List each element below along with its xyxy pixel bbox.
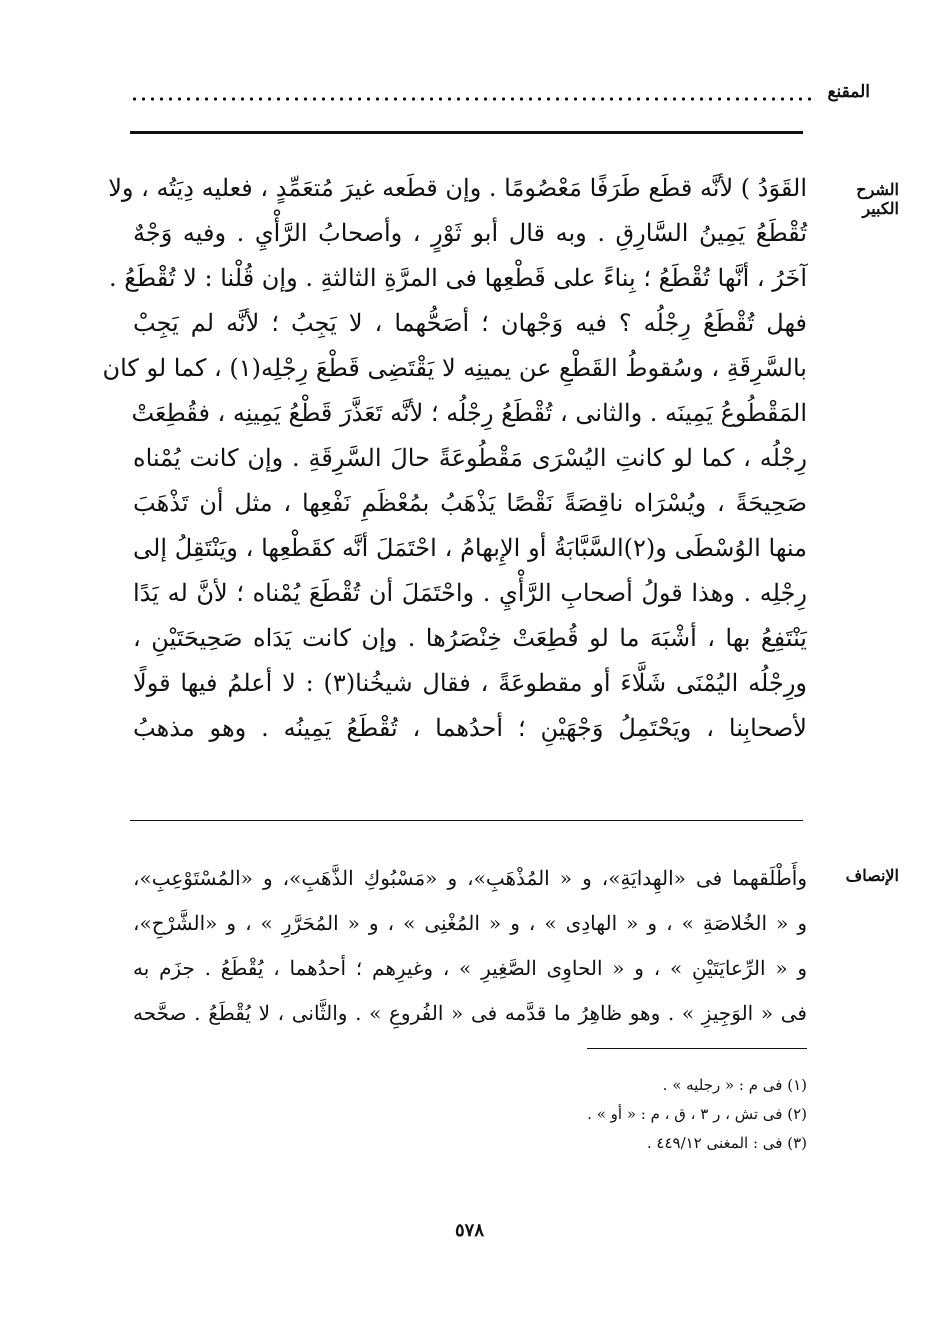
dotted-leader xyxy=(130,97,817,101)
header-rule xyxy=(130,131,803,134)
text-line: بالسَّرِقَةِ ، وسُقوطُ القَطْعِ عن يمينِه لا يَقْتَضِى قَطْعَ رِجْلِه(١) ، كما لو كان xyxy=(102,354,807,382)
text-line: تُقْطَعُ يَمِينُ السَّارِقِ . وبه قال أبو ثَوْرٍ ، وأصحابُ الرَّأْيِ . وفيه وَجْهٌ xyxy=(133,219,807,247)
text-line: يَنْتَفِعُ بها ، أشْبَهَ ما لو قُطِعَتْ خِنْصَرُها . وإن كانت يَدَاه صَحِيحَتَيْنِ ، xyxy=(133,624,807,652)
footnote: (٢) فى تش ، ر ٣ ، ق ، م : « أو » . xyxy=(587,1105,807,1123)
footnote: (١) فى م : « رجليه » . xyxy=(662,1076,807,1094)
insaf-label: الإنصاف xyxy=(845,866,899,885)
insaf-text xyxy=(133,856,807,1036)
text-line: ورِجْلُه اليُمْنَى شَلَّاءَ أو مقطوعَةً ، فقال شيخُنا(٣) : لا أعلمُ فيها قولًا xyxy=(133,669,808,697)
main-text xyxy=(102,166,808,751)
footnote-rule xyxy=(587,1048,807,1049)
insaf-line: و « الرِّعايَتَيْنِ » ، و « الحاوِى الصَّغِيرِ » ، وغيرِهم ؛ أحدُهما ، يُقْطَعُ . جزَم به xyxy=(133,956,807,980)
text-line: القَوَدُ ) لأنَّه قطَع طَرَفًا مَعْصُومًا . وإن قطَعه غيرَ مُتعَمِّدٍ ، فعليه دِيَتُه ، ولا xyxy=(108,174,807,202)
text-line: منها الوُسْطَى و(٢)السَّبَّابَةُ أو الإِبهامُ ، احْتَمَلَ أنَّه كقَطْعِها ، ويَنْتَقِلُ إلى xyxy=(133,534,807,562)
text-line: صَحِيحَةً ، ويُسْرَاه ناقِصَةً نَقْصًا يَذْهَبُ بمُعْظَمِ نَفْعِها ، مثل أن تَذْهَبَ xyxy=(133,489,807,517)
page-number: ٥٧٨ xyxy=(454,1220,484,1241)
sharh-label: الشرح الكبير xyxy=(856,180,899,218)
running-title: المقنع xyxy=(827,82,870,102)
insaf-line: وأَطْلَقهما فى «الهِدايَةِ»، و « المُذْهَبِ»، و «مَسْبُوكِ الذَّهَبِ»، و «المُسْتَوْعِبِ»، xyxy=(133,866,807,890)
text-line: رِجْلُه ، كما لو كانتِ اليُسْرَى مَقْطُوعَةً حالَ السَّرِقَةِ . وإن كانت يُمْناه xyxy=(133,444,807,472)
insaf-line: و « الخُلاصَةِ » ، و « الهادِى » ، و « المُغْنِى » ، و « المُحَرَّرِ » ، و «الشَّرْحِ»، xyxy=(133,911,807,935)
footnotes xyxy=(133,1071,807,1158)
text-line: لأصحابِنا ، ويَحْتَمِلُ وَجْهَيْنِ ؛ أحدُهما ، تُقْطَعُ يَمِينُه . وهو مذهبُ xyxy=(133,714,807,742)
running-head xyxy=(130,82,870,102)
text-line: المَقْطُوعُ يَمِينَه . والثانى ، تُقْطَعُ رِجْلُه ؛ لأنَّه تَعَذَّرَ قَطْعُ يَمِينِه ، فقُطِعَتْ xyxy=(131,399,807,427)
section-divider xyxy=(130,820,803,821)
insaf-line: فى « الوَجِيزِ » . وهو ظاهِرُ ما قدَّمه فى « الفُروعِ » . والثَّانى ، لا يُقْطَعُ . صحَّحه xyxy=(133,1001,807,1025)
footnote: (٣) فى : المغنى ٤٤٩/١٢ . xyxy=(646,1134,807,1152)
text-line: آخَرُ ، أنَّها تُقْطَعُ ؛ بِناءً على قَطْعِها فى المرَّةِ الثالثةِ . وإن قُلْنا : لا تُقْطَعُ . xyxy=(109,264,807,292)
text-line: رِجْلِه . وهذا قولُ أصحابِ الرَّأْيِ . واحْتَمَلَ أن تُقْطَعَ يُمْناه ؛ لأنَّ له يَدًا xyxy=(133,579,807,607)
text-line: فهل تُقْطَعُ رِجْلُه ؟ فيه وَجْهان ؛ أصَحُّهما ، لا يَجِبُ ؛ لأنَّه لم يَجِبْ xyxy=(133,309,807,337)
